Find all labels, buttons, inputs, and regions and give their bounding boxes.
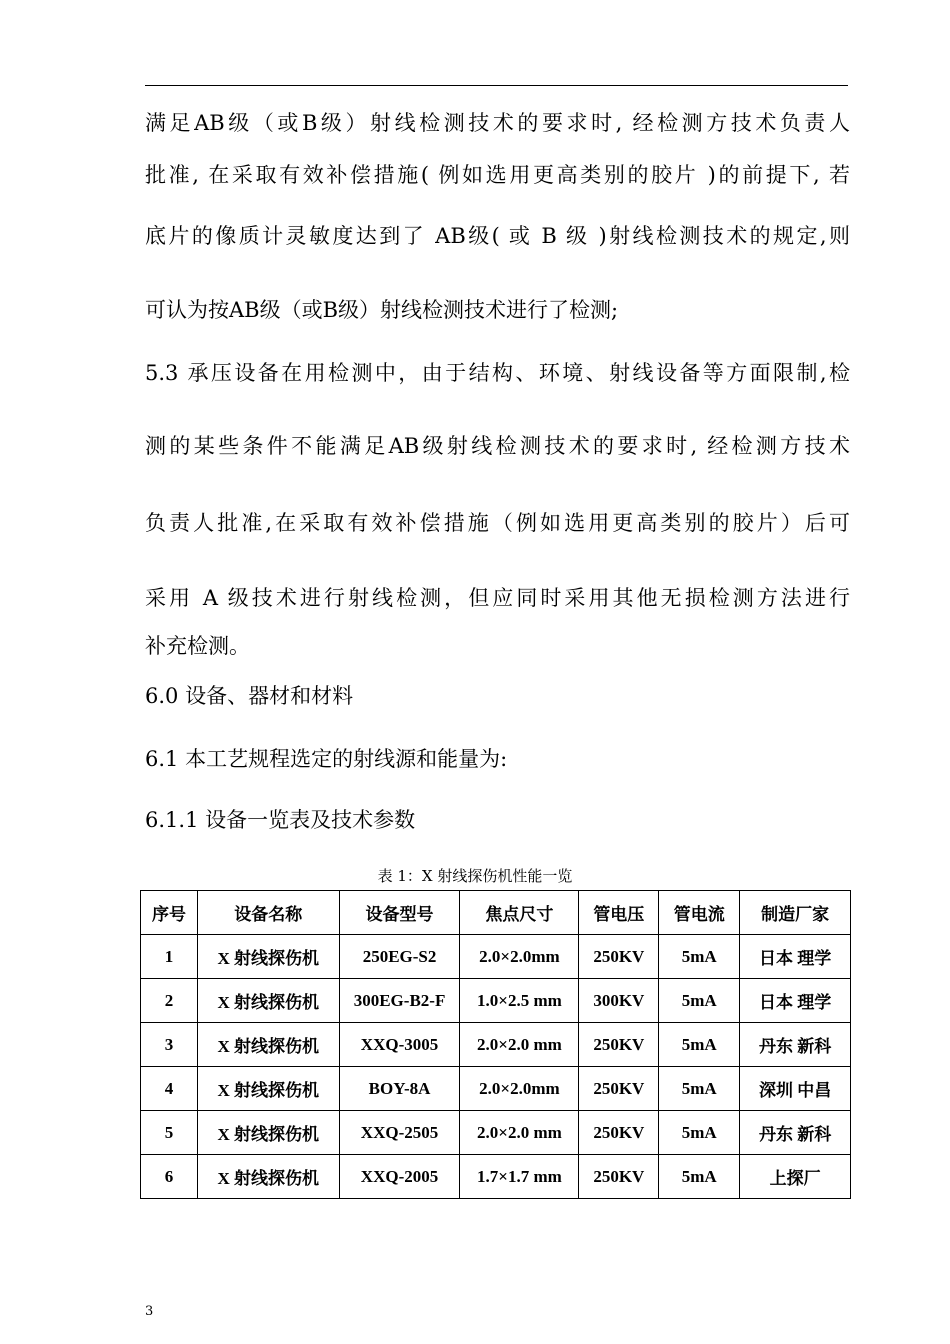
- header-cell: 序号: [141, 891, 198, 935]
- paragraph-line: 测的某些条件不能满足AB级射线检测技术的要求时, 经检测方技术: [145, 434, 850, 458]
- table-row: [141, 1111, 851, 1155]
- table-cell: X 射线探伤机: [197, 935, 339, 979]
- header-rule: [145, 85, 848, 86]
- table-row: [141, 1067, 851, 1111]
- table-cell: 5mA: [659, 1111, 740, 1155]
- table-cell: 250KV: [579, 1067, 659, 1111]
- table-cell: 250KV: [579, 1111, 659, 1155]
- table-cell: X 射线探伤机: [197, 1023, 339, 1067]
- table-cell: 5mA: [659, 935, 740, 979]
- paragraph-line: 采用 A 级技术进行射线检测，但应同时采用其他无损检测方法进行: [145, 586, 850, 610]
- table-cell: 5mA: [659, 1023, 740, 1067]
- table-cell: 2.0×2.0 mm: [460, 1111, 579, 1155]
- paragraph-line: 5.3 承压设备在用检测中，由于结构、环境、射线设备等方面限制,检: [145, 361, 850, 385]
- paragraph-line: 满足AB级（或B级）射线检测技术的要求时, 经检测方技术负责人: [145, 111, 850, 135]
- header-cell: 焦点尺寸: [460, 891, 579, 935]
- table-cell: 1.7×1.7 mm: [460, 1155, 579, 1199]
- table-cell: 2.0×2.0 mm: [460, 1023, 579, 1067]
- table-cell: 丹东 新科: [740, 1111, 851, 1155]
- paragraph-line: 底片的像质计灵敏度达到了 AB级( 或 B 级 )射线检测技术的规定,则: [145, 224, 850, 248]
- table-cell: 3: [141, 1023, 198, 1067]
- table-cell: 4: [141, 1067, 198, 1111]
- paragraph-line: 负责人批准,在采取有效补偿措施（例如选用更高类别的胶片）后可: [145, 511, 850, 535]
- table-cell: XXQ-2005: [339, 1155, 460, 1199]
- table-cell: 250KV: [579, 1155, 659, 1199]
- section-heading: 6.0 设备、器材和材料: [145, 684, 354, 708]
- table-cell: XXQ-2505: [339, 1111, 460, 1155]
- table-row: [141, 1155, 851, 1199]
- paragraph-line: 可认为按AB级（或B级）射线检测技术进行了检测;: [145, 298, 619, 322]
- table-cell: 2.0×2.0mm: [460, 1067, 579, 1111]
- table-cell: 1: [141, 935, 198, 979]
- equipment-table: [140, 890, 851, 1199]
- header-cell: 管电流: [659, 891, 740, 935]
- header-cell: 设备型号: [339, 891, 460, 935]
- table-cell: 300KV: [579, 979, 659, 1023]
- table-cell: 5mA: [659, 1155, 740, 1199]
- table-cell: 丹东 新科: [740, 1023, 851, 1067]
- section-heading: 6.1.1 设备一览表及技术参数: [145, 808, 416, 832]
- table-cell: 5mA: [659, 979, 740, 1023]
- table-caption: 表 1：X 射线探伤机性能一览: [377, 867, 573, 885]
- table-cell: 深圳 中昌: [740, 1067, 851, 1111]
- table-cell: X 射线探伤机: [197, 1155, 339, 1199]
- table-cell: 日本 理学: [740, 979, 851, 1023]
- table-cell: X 射线探伤机: [197, 979, 339, 1023]
- page-number: 3: [145, 1304, 154, 1319]
- table-cell: X 射线探伤机: [197, 1067, 339, 1111]
- table-row: [141, 935, 851, 979]
- table-cell: X 射线探伤机: [197, 1111, 339, 1155]
- table-cell: 300EG-B2-F: [339, 979, 460, 1023]
- table-cell: 1.0×2.5 mm: [460, 979, 579, 1023]
- table-cell: 5mA: [659, 1067, 740, 1111]
- header-cell: 设备名称: [197, 891, 339, 935]
- table-cell: 2: [141, 979, 198, 1023]
- table-cell: 250EG-S2: [339, 935, 460, 979]
- section-heading: 6.1 本工艺规程选定的射线源和能量为:: [145, 747, 508, 771]
- table-cell: 6: [141, 1155, 198, 1199]
- table-row: [141, 1023, 851, 1067]
- table-row: [141, 979, 851, 1023]
- table-cell: 5: [141, 1111, 198, 1155]
- table-cell: XXQ-3005: [339, 1023, 460, 1067]
- table-header-row: [141, 891, 851, 935]
- table-cell: 上探厂: [740, 1155, 851, 1199]
- header-cell: 制造厂家: [740, 891, 851, 935]
- table-cell: BOY-8A: [339, 1067, 460, 1111]
- table-cell: 250KV: [579, 1023, 659, 1067]
- paragraph-line: 批准, 在采取有效补偿措施( 例如选用更高类别的胶片 )的前提下, 若: [145, 163, 850, 187]
- table-cell: 日本 理学: [740, 935, 851, 979]
- table-cell: 250KV: [579, 935, 659, 979]
- paragraph-line: 补充检测。: [145, 634, 250, 658]
- header-cell: 管电压: [579, 891, 659, 935]
- table-cell: 2.0×2.0mm: [460, 935, 579, 979]
